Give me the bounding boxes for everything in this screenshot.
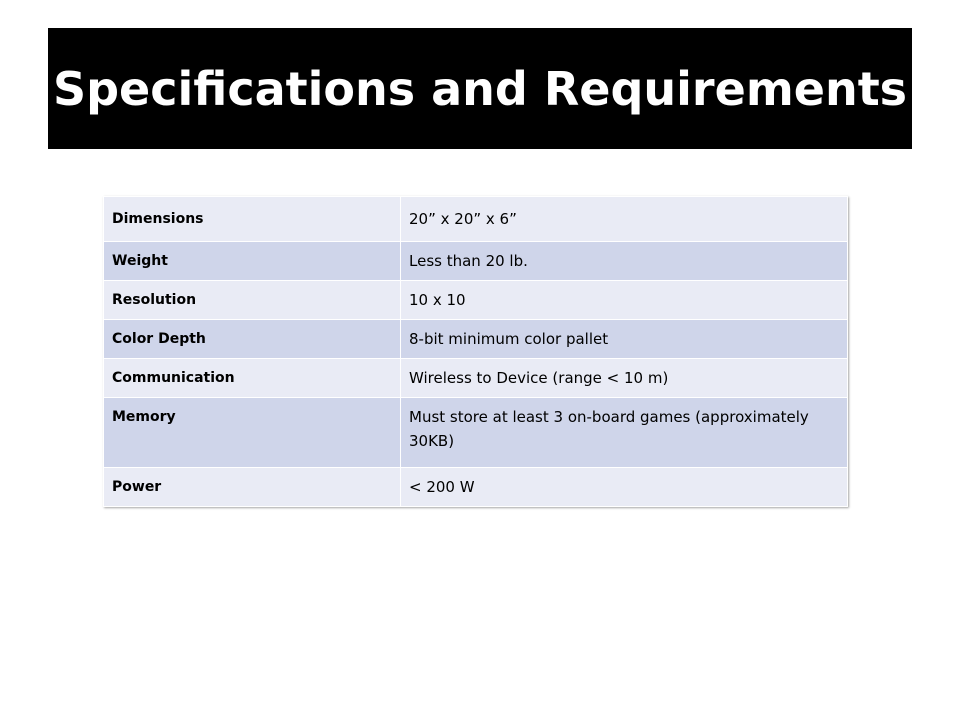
table-row (104, 197, 848, 242)
slide-title: Specifications and Requirements (52, 61, 908, 116)
table-row (104, 320, 848, 359)
spec-key: Power (104, 468, 401, 507)
table-row (104, 242, 848, 281)
spec-value: 8-bit minimum color pallet (401, 320, 848, 359)
table-row (104, 398, 848, 468)
spec-key: Resolution (104, 281, 401, 320)
spec-value: < 200 W (401, 468, 848, 507)
spec-value: 10 x 10 (401, 281, 848, 320)
spec-key: Memory (104, 398, 401, 468)
title-bar (48, 28, 912, 149)
table-row (104, 281, 848, 320)
table-row (104, 468, 848, 507)
spec-value: Must store at least 3 on-board games (approximately 30KB) (401, 398, 848, 468)
table-row (104, 359, 848, 398)
specifications-table (103, 196, 848, 507)
spec-key: Communication (104, 359, 401, 398)
spec-key: Weight (104, 242, 401, 281)
spec-value: 20” x 20” x 6” (401, 197, 848, 242)
spec-value: Less than 20 lb. (401, 242, 848, 281)
spec-value: Wireless to Device (range < 10 m) (401, 359, 848, 398)
spec-key: Color Depth (104, 320, 401, 359)
spec-key: Dimensions (104, 197, 401, 242)
